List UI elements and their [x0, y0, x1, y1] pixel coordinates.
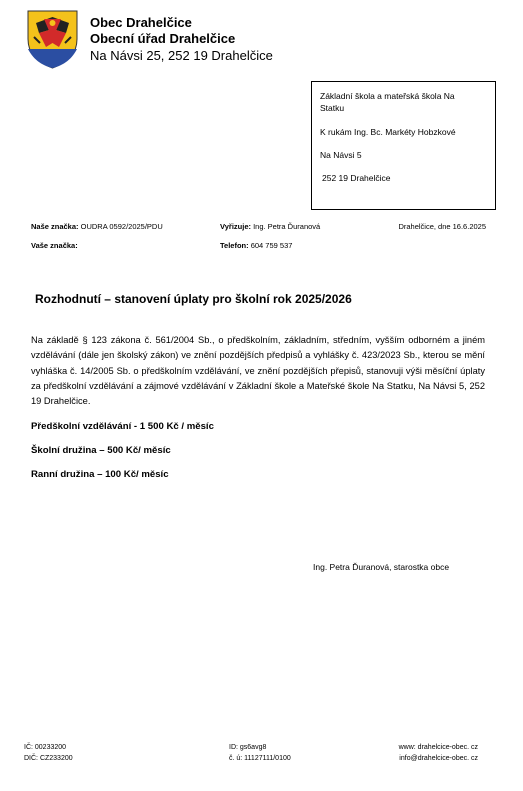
footer-dic: DIČ: CZ233200	[24, 755, 73, 762]
handled-by	[220, 222, 320, 232]
your-reference-label: Vaše značka:	[31, 241, 78, 250]
recipient-city: 252 19 Drahelčice	[322, 173, 391, 183]
phone-label: Telefon:	[220, 241, 249, 250]
recipient-line-1: Základní škola a mateřská škola Na	[320, 91, 455, 101]
our-reference	[31, 222, 163, 232]
recipient-line-2: Statku	[320, 103, 345, 113]
fee-preschool: Předškolní vzdělávání - 1 500 Kč / měsíc	[31, 421, 214, 432]
our-reference-value: OUDRA 0592/2025/PDU	[80, 222, 163, 231]
footer-website: www: drahelcice-obec. cz	[398, 744, 478, 751]
municipality-name: Obec Drahelčice	[90, 15, 192, 30]
phone	[220, 241, 292, 251]
your-reference	[31, 241, 78, 251]
handled-by-label: Vyřizuje:	[220, 222, 251, 231]
recipient-address-box	[311, 81, 496, 210]
handled-by-value: Ing. Petra Ďuranová	[253, 222, 321, 231]
footer-email: info@drahelcice-obec. cz	[399, 755, 478, 762]
signature: Ing. Petra Ďuranová, starostka obce	[313, 562, 450, 572]
fee-school-club: Školní družina – 500 Kč/ měsíc	[31, 445, 171, 456]
recipient-street: Na Návsi 5	[320, 150, 362, 160]
office-address: Na Návsi 25, 252 19 Drahelčice	[90, 48, 273, 63]
recipient-attention: K rukám Ing. Bc. Markéty Hobzkové	[320, 127, 456, 137]
our-reference-label: Naše značka:	[31, 222, 79, 231]
document-title: Rozhodnutí – stanovení úplaty pro školní rok 2025/2026	[35, 292, 352, 306]
office-name: Obecní úřad Drahelčice	[90, 31, 236, 46]
footer-bank-account: č. ú: 11127111/0100	[229, 755, 291, 762]
municipal-crest-logo	[26, 9, 79, 69]
footer-databox-id: ID: gs6avg8	[229, 744, 267, 751]
phone-value: 604 759 537	[250, 241, 293, 250]
letter-date: Drahelčice, dne 16.6.2025	[398, 222, 486, 231]
footer-ico: IČ: 00233200	[24, 744, 67, 751]
fee-morning-club: Ranní družina – 100 Kč/ měsíc	[31, 469, 169, 480]
decision-body: Na základě § 123 zákona č. 561/2004 Sb., o předškolním, základním, středním, vyšším odborném a jiném vzdělávání (dále jen školský zákon) ve znění pozdějších předpisů a vyhlášky č. 423/2023 Sb., kterou se mění vyhláška č. 14/2005 Sb. o předškolním vzdělávání, ve znění pozdějších přepisů, stanovuji výši měsíční úplaty za předškolní vzdělávání a zájmové vzdělávání v Základní škole a Mateřské škole Na Statku, Na Návsi 5, 252 19 Drahelčice.	[31, 335, 485, 407]
